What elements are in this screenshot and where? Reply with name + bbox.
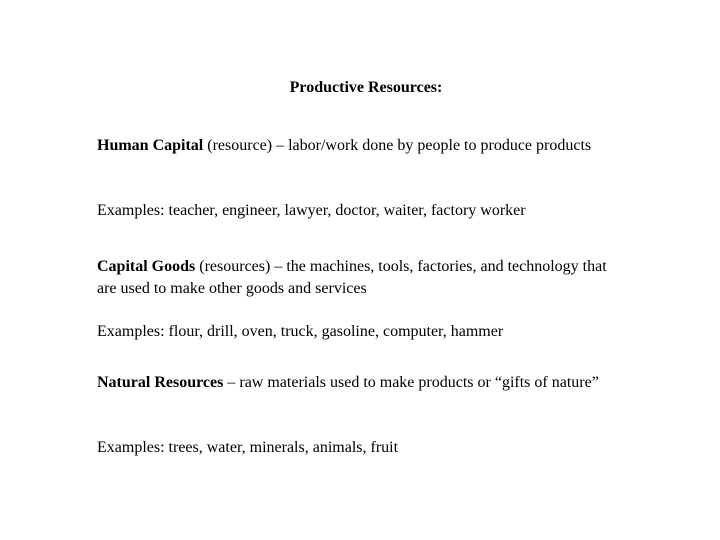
capital-goods-term: Capital Goods — [97, 258, 196, 275]
human-capital-description: (resource) – labor/work done by people to produce products — [203, 137, 592, 154]
natural-resources-description: – raw materials used to make products or “gifts of nature” — [223, 374, 599, 391]
human-capital-examples: Examples: teacher, engineer, lawyer, doctor, waiter, factory worker — [97, 202, 526, 219]
natural-resources-examples: Examples: trees, water, minerals, animals, fruit — [97, 439, 399, 456]
capital-goods-definition — [97, 256, 627, 300]
capital-goods-examples: Examples: flour, drill, oven, truck, gasoline, computer, hammer — [97, 323, 504, 340]
natural-resources-term: Natural Resources — [97, 374, 224, 391]
human-capital-definition — [97, 135, 627, 157]
human-capital-term: Human Capital — [97, 137, 204, 154]
page-title: Productive Resources: — [289, 79, 443, 96]
natural-resources-definition — [97, 372, 627, 394]
capital-goods-description: (resources) – the machines, tools, factories, and technology that are used to make other goods and services — [97, 258, 607, 297]
